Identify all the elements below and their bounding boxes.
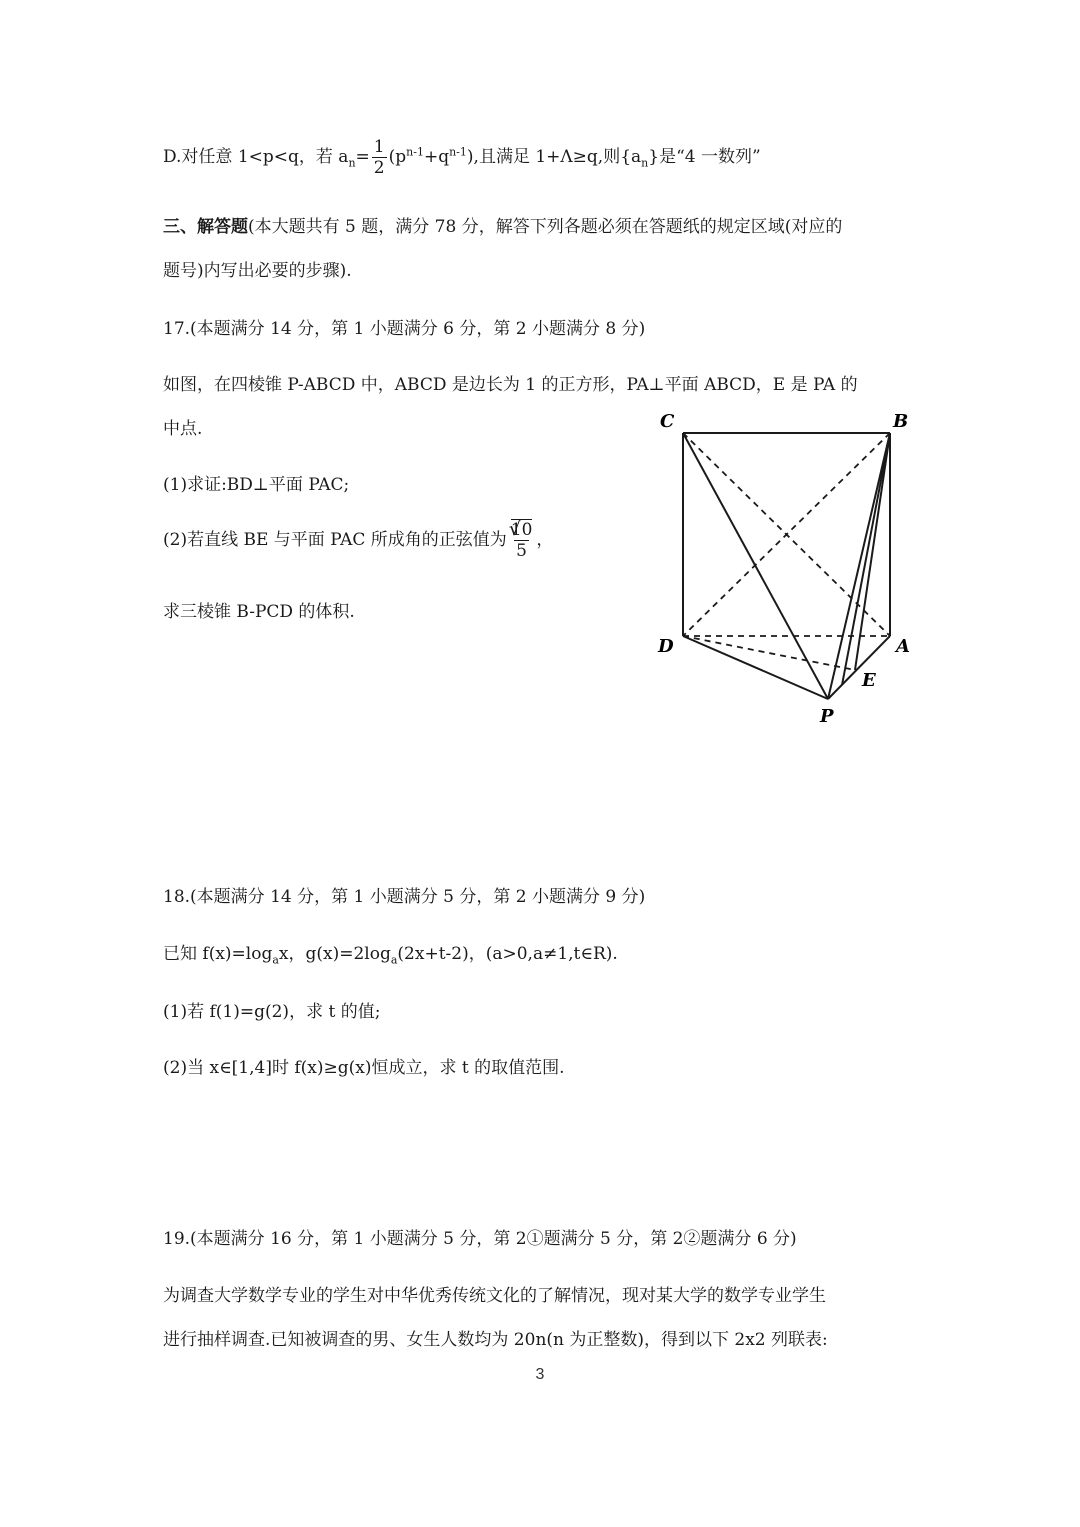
q19-header: 19.(本题满分 16 分，第 1 小题满分 5 分，第 2①题满分 5 分，第 2②题满分 6 分): [163, 1229, 797, 1249]
pyramid-figure: [650, 400, 930, 730]
edge-DP: [683, 636, 828, 699]
section-3-intro: 三、解答题(本大题共有 5 题，满分 78 分，解答下列各题必须在答题纸的规定区域(对应的: [163, 217, 843, 237]
section-3-title: 三、解答题: [163, 217, 248, 237]
vertex-label-A: A: [896, 636, 910, 657]
edge-BE2: [842, 433, 890, 685]
q19-stem-line1: 为调查大学数学专业的学生对中华优秀传统文化的了解情况，现对某大学的数学专业学生: [163, 1286, 826, 1306]
vertex-label-C: C: [660, 411, 675, 432]
fraction-one-half: $\frac{1}{2}$: [373, 137, 385, 178]
q17-stem-line1: 如图，在四棱锥 P-ABCD 中，ABCD 是边长为 1 的正方形，PA⊥平面 ABCD，E 是 PA 的: [163, 375, 858, 395]
q17-stem-line2: 中点.: [163, 419, 203, 439]
vertex-label-P: P: [820, 706, 834, 727]
q18-part2: (2)当 x∈[1,4]时 f(x)≥g(x)恒成立，求 t 的取值范围.: [163, 1058, 565, 1078]
section-3-intro-line2: 题号)内写出必要的步骤).: [163, 261, 352, 281]
vertex-label-E: E: [862, 670, 876, 691]
q17-part1: (1)求证:BD⊥平面 PAC;: [163, 475, 350, 495]
q17-header: 17.(本题满分 14 分，第 1 小题满分 6 分，第 2 小题满分 8 分): [163, 319, 646, 339]
vertex-label-B: B: [893, 411, 909, 432]
q19-stem-line2: 进行抽样调查.已知被调查的男、女生人数均为 20n(n 为正整数)，得到以下 2x2 列联表:: [163, 1330, 828, 1350]
q17-part2: (2)若直线 BE 与平面 PAC 所成角的正弦值为 √ $\frac{10}{5}$ ，: [163, 520, 553, 561]
page-number: 3: [535, 1366, 545, 1383]
q18-header: 18.(本题满分 14 分，第 1 小题满分 5 分，第 2 小题满分 9 分): [163, 887, 646, 907]
option-d: D.对任意 1<p<q，若 $a_n=$ $\frac{1}{2}$ $(p^{n-1}+q^{n-1})$,且满足 1+Λ≥q,则$\{a_n\}$是“4 一数列”: [163, 137, 761, 178]
edge-BP: [828, 433, 890, 699]
q17-part2-line2: 求三棱锥 B-PCD 的体积.: [163, 602, 355, 622]
q18-stem: 已知 $f(x)=\log_ax$，$g(x)=2\log_a(2x+t-2)$，(a>0,a≠1,t∈R).: [163, 944, 618, 967]
fraction-sqrt10-over-5: √ $\frac{10}{5}$: [509, 520, 535, 561]
edge-BE: [855, 433, 890, 670]
vertex-label-D: D: [658, 636, 674, 657]
edge-DE-dashed: [683, 636, 855, 670]
q18-part1: (1)若 f(1)=g(2)，求 t 的值;: [163, 1002, 381, 1022]
